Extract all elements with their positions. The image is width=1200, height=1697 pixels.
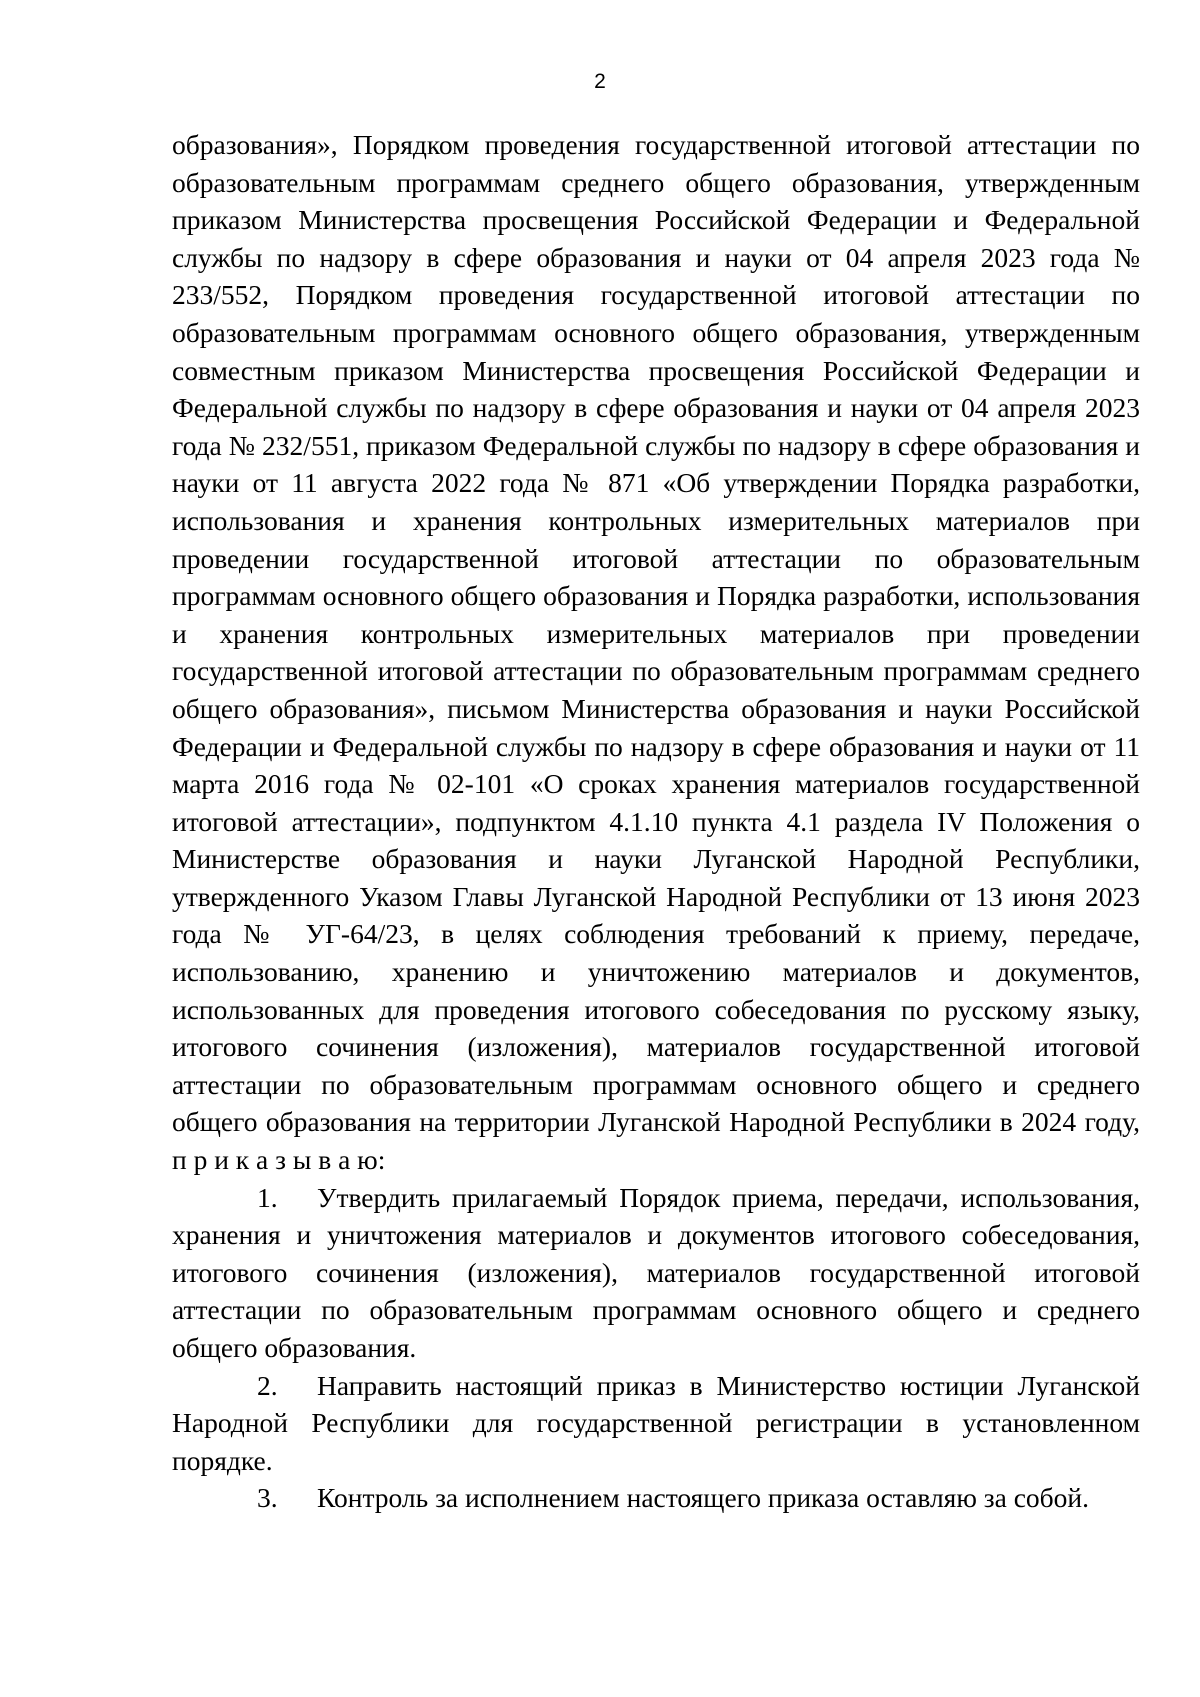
- intro-paragraph: [172, 126, 1140, 1179]
- intro-text: образования», Порядком проведения государственной итоговой аттестации по образовательным программам среднего общего образования, утвержденным приказом Министерства просвещения Российской Федерации и Федеральной службы по надзору в сфере образования и науки от 04 апреля 2023 года № 233/552, Порядком проведения государственной итоговой аттестации по образовательным программам основного общего образования, утвержденным совместным приказом Министерства просвещения Российской Федерации и Федеральной службы по надзору в сфере образования и науки от 04 апреля 2023 года № 232/551, приказом Федеральной службы по надзору в сфере образования и науки от 11 августа 2022 года № 871 «Об утверждении Порядка разработки, использования и хранения контрольных измерительных материалов при проведении государственной итоговой аттестации по образовательным программам основного общего образования и Порядка разработки, использования и хранения контрольных измерительных материалов при проведении государственной итоговой аттестации по образовательным программам среднего общего образования», письмом Министерства образования и науки Российской Федерации и Федеральной службы по надзору в сфере образования и науки от 11 марта 2016 года № 02-101 «О сроках хранения материалов государственной итоговой аттестации», подпунктом 4.1.10 пункта 4.1 раздела IV Положения о Министерстве образования и науки Луганской Народной Республики, утвержденного Указом Главы Луганской Народной Республики от 13 июня 2023 года № УГ-64/23, в целях соблюдения требований к приему, передаче, использованию, хранению и уничтожению материалов и документов, использованных для проведения итогового собеседования по русскому языку, итогового сочинения (изложения), материалов государственной итоговой аттестации по образовательным программам основного общего и среднего общего образования на территории Луганской Народной Республики в 2024 году,: [172, 129, 1140, 1138]
- list-item: [172, 1479, 1140, 1517]
- item-number: 2.: [257, 1369, 278, 1401]
- item-text: Направить настоящий приказ в Министерство юстиции Луганской Народной Республики для государственной регистрации в установленном порядке.: [172, 1369, 1140, 1476]
- page-number: 2: [594, 70, 606, 93]
- document-body: [172, 126, 1140, 1517]
- item-number: 1.: [257, 1181, 278, 1213]
- order-word: п р и к а з ы в а ю:: [172, 1144, 386, 1176]
- list-item: [172, 1367, 1140, 1480]
- item-text: Утвердить прилагаемый Порядок приема, передачи, использования, хранения и уничтожения материалов и документов итогового собеседования, итогового сочинения (изложения), материалов государственной итоговой аттестации по образовательным программам основного общего и среднего общего образования.: [172, 1181, 1140, 1363]
- item-number: 3.: [257, 1482, 278, 1514]
- item-text: Контроль за исполнением настоящего приказа оставляю за собой.: [317, 1482, 1089, 1514]
- list-item: [172, 1179, 1140, 1367]
